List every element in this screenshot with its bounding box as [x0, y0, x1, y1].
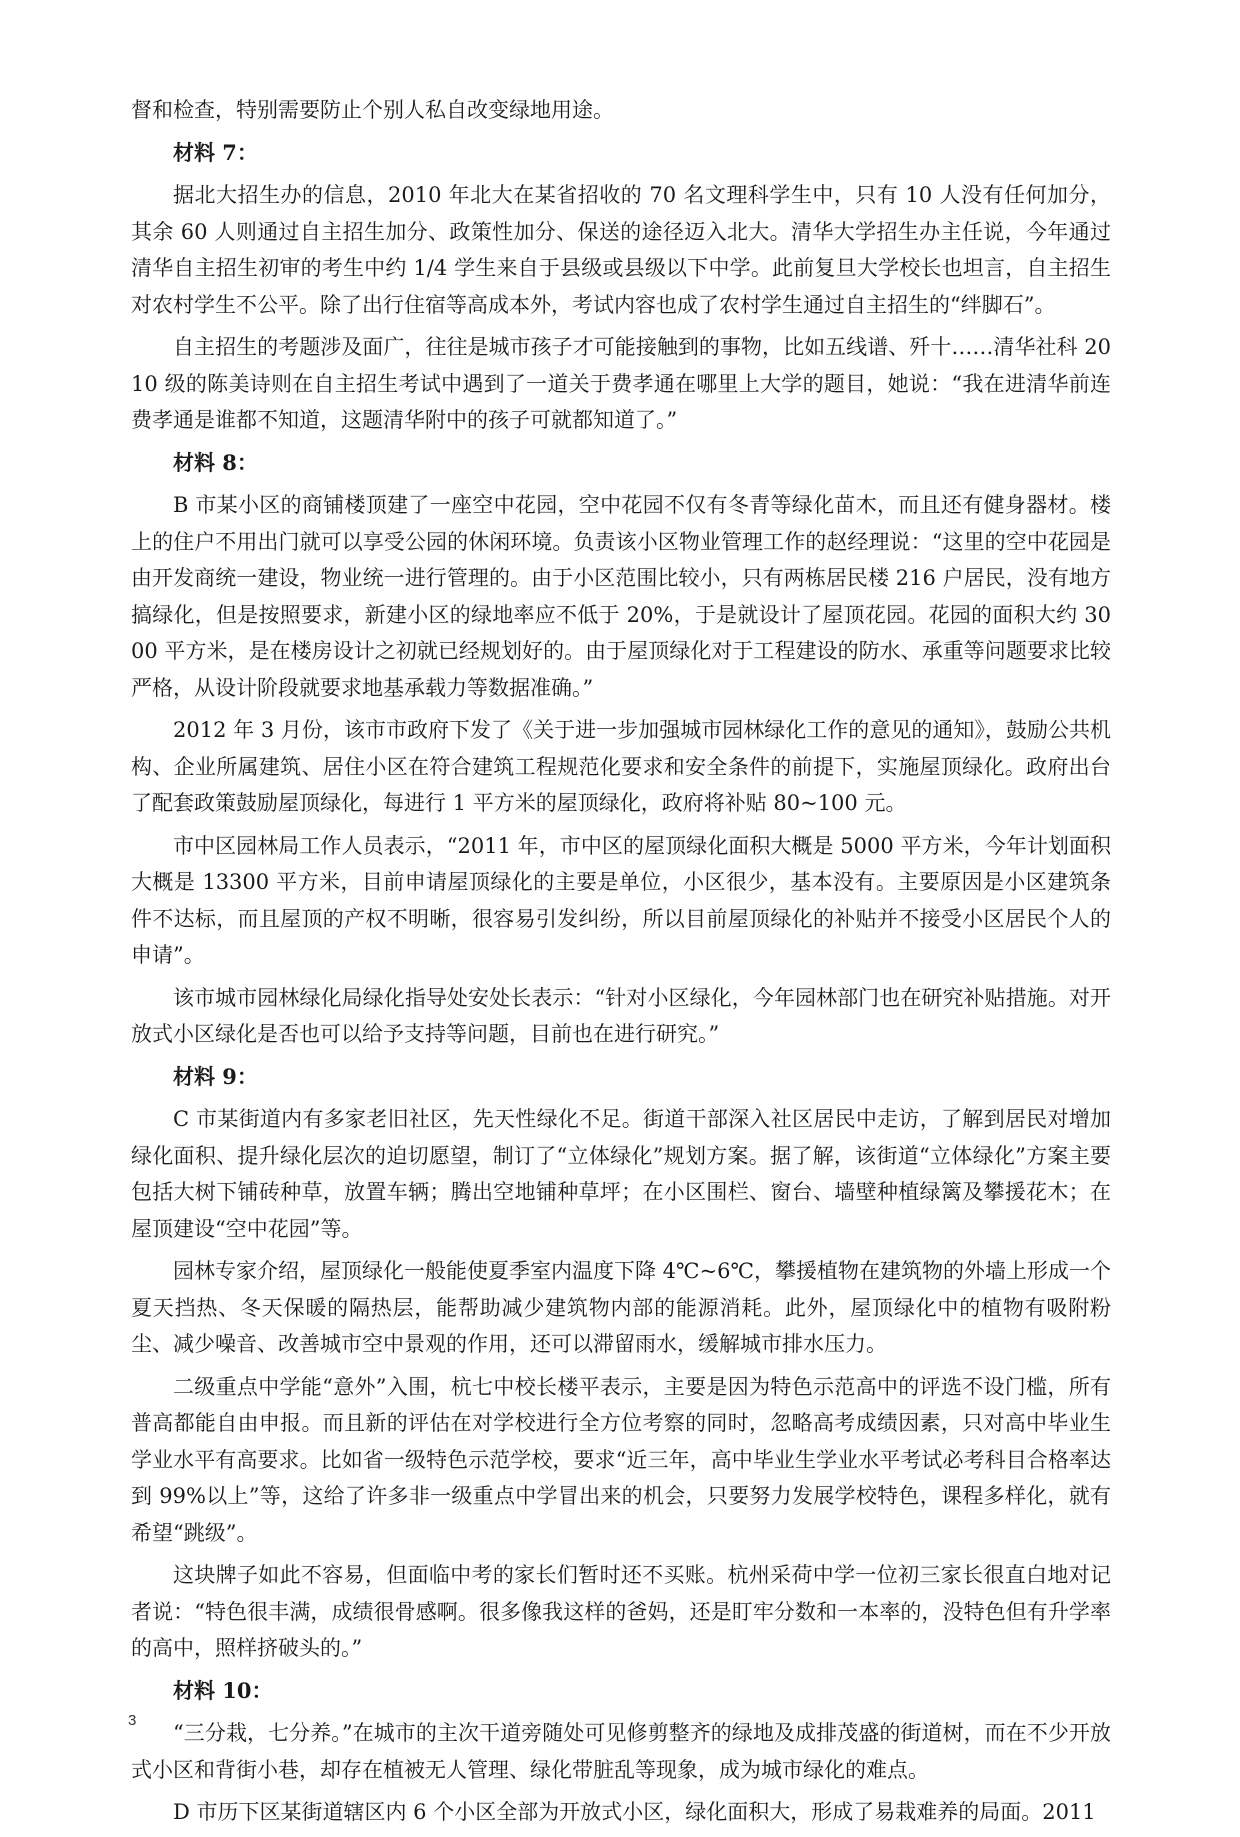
paragraph: 督和检查，特别需要防止个别人私自改变绿地用途。 — [131, 98, 614, 122]
paragraph: C 市某街道内有多家老旧社区，先天性绿化不足。街道干部深入社区居民中走访，了解到居民对增加绿化面积、提升绿化层次的迫切愿望，制订了“立体绿化”规划方案。据了解，该街道“立体绿化”方案主要包括大树下铺砖种草，放置车辆；腾出空地铺种草坪；在小区围栏、窗台、墙壁种植绿篱及攀援花木；在屋顶建设“空中花园”等。 — [131, 1107, 1111, 1241]
section-heading: 材料 8： — [173, 449, 258, 475]
section-heading: 材料 7： — [173, 139, 258, 165]
paragraph: 二级重点中学能“意外”入围，杭七中校长楼平表示，主要是因为特色示范高中的评选不设门槛，所有普高都能自由申报。而且新的评估在对学校进行全方位考察的同时，忽略高考成绩因素，只对高中毕业生学业水平有高要求。比如省一级特色示范学校，要求“近三年，高中毕业生学业水平考试必考科目合格率达到 99%以上”等，这给了许多非一级重点中学冒出来的机会，只要努力发展学校特色，课程多样化，就有希望“跳级”。 — [131, 1374, 1111, 1545]
paragraph: 园林专家介绍，屋顶绿化一般能使夏季室内温度下降 4℃~6℃，攀援植物在建筑物的外墙上形成一个夏天挡热、冬天保暖的隔热层，能帮助减少建筑物内部的能源消耗。此外，屋顶绿化中的植物有吸附粉尘、减少噪音、改善城市空中景观的作用，还可以滞留雨水，缓解城市排水压力。 — [131, 1259, 1111, 1356]
section-heading: 材料 10： — [173, 1677, 273, 1703]
paragraph: D 市历下区某街道辖区内 6 个小区全部为开放式小区，绿化面积大，形成了易栽难养的局面。2011 — [173, 1800, 1096, 1824]
section-heading: 材料 9： — [173, 1063, 258, 1089]
paragraph: 这块牌子如此不容易，但面临中考的家长们暂时还不买账。杭州采荷中学一位初三家长很直白地对记者说：“特色很丰满，成绩很骨感啊。很多像我这样的爸妈，还是盯牢分数和一本率的，没特色但有升学率的高中，照样挤破头的。” — [131, 1563, 1111, 1660]
paragraph: 市中区园林局工作人员表示，“2011 年，市中区的屋顶绿化面积大概是 5000 平方米，今年计划面积大概是 13300 平方米，目前申请屋顶绿化的主要是单位，小区很少，基本没有。主要原因是小区建筑条件不达标，而且屋顶的产权不明晰，很容易引发纠纷，所以目前屋顶绿化的补贴并不接受小区居民个人的申请”。 — [131, 833, 1111, 967]
paragraph: B 市某小区的商铺楼顶建了一座空中花园，空中花园不仅有冬青等绿化苗木，而且还有健身器材。楼上的住户不用出门就可以享受公园的休闲环境。负责该小区物业管理工作的赵经理说：“这里的空中花园是由开发商统一建设，物业统一进行管理的。由于小区范围比较小，只有两栋居民楼 216 户居民，没有地方搞绿化，但是按照要求，新建小区的绿地率应不低于 20%，于是就设计了屋顶花园。花园的面积大约 3000 平方米，是在楼房设计之初就已经规划好的。由于屋顶绿化对于工程建设的防水、承重等问题要求比较严格，从设计阶段就要求地基承载力等数据准确。” — [131, 493, 1111, 700]
paragraph: 自主招生的考题涉及面广，往往是城市孩子才可能接触到的事物，比如五线谱、歼十……清华社科 2010 级的陈美诗则在自主招生考试中遇到了一道关于费孝通在哪里上大学的题目，她说：“我在进清华前连费孝通是谁都不知道，这题清华附中的孩子可就都知道了。” — [131, 335, 1111, 432]
paragraph: 2012 年 3 月份，该市市政府下发了《关于进一步加强城市园林绿化工作的意见的通知》，鼓励公共机构、企业所属建筑、居住小区在符合建筑工程规范化要求和安全条件的前提下，实施屋顶绿化。政府出台了配套政策鼓励屋顶绿化，每进行 1 平方米的屋顶绿化，政府将补贴 80~100 元。 — [131, 718, 1111, 815]
paragraph: 该市城市园林绿化局绿化指导处安处长表示：“针对小区绿化，今年园林部门也在研究补贴措施。对开放式小区绿化是否也可以给予支持等问题，目前也在进行研究。” — [131, 985, 1111, 1046]
paragraph: 据北大招生办的信息，2010 年北大在某省招收的 70 名文理科学生中，只有 10 人没有任何加分，其余 60 人则通过自主招生加分、政策性加分、保送的途径迈入北大。清华大学招生办主任说，今年通过清华自主招生初审的考生中约 1/4 学生来自于县级或县级以下中学。此前复旦大学校长也坦言，自主招生对农村学生不公平。除了出行住宿等高成本外，考试内容也成了农村学生通过自主招生的“绊脚石”。 — [131, 183, 1111, 317]
page-number: 3 — [128, 1712, 137, 1729]
document-body — [131, 92, 1111, 1837]
paragraph: “三分栽，七分养。”在城市的主次干道旁随处可见修剪整齐的绿地及成排茂盛的街道树，而在不少开放式小区和背街小巷，却存在植被无人管理、绿化带脏乱等现象，成为城市绿化的难点。 — [131, 1721, 1111, 1782]
